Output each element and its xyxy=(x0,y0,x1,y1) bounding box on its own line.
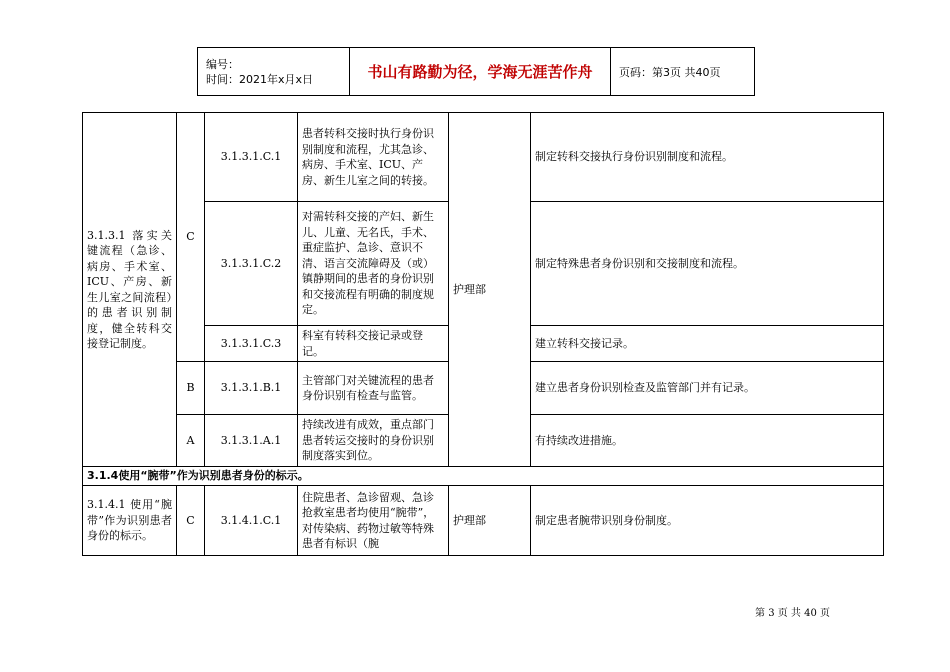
method-cell: 有持续改进措施。 xyxy=(531,415,884,467)
standard-cell: 患者转科交接时执行身份识别制度和流程，尤其急诊、病房、手术室、ICU、产房、新生儿室之间的转接。 xyxy=(298,113,449,202)
standard-cell: 住院患者、急诊留观、急诊抢救室患者均使用“腕带”，对传染病、药物过敏等特殊患者有标识（腕 xyxy=(298,486,449,556)
method-cell: 制定特殊患者身份识别和交接制度和流程。 xyxy=(531,202,884,326)
standard-cell: 持续改进有成效，重点部门患者转运交接时的身份识别制度落实到位。 xyxy=(298,415,449,467)
method-cell: 制定患者腕带识别身份制度。 xyxy=(531,486,884,556)
method-cell: 建立转科交接记录。 xyxy=(531,326,884,362)
standard-cell: 主管部门对关键流程的患者身份识别有检查与监管。 xyxy=(298,362,449,415)
header-motto: 书山有路勤为径，学海无涯苦作舟 xyxy=(350,48,611,96)
code-cell: 3.1.3.1.C.1 xyxy=(205,113,298,202)
code-cell: 3.1.3.1.A.1 xyxy=(205,415,298,467)
table-row xyxy=(83,113,884,202)
section-title: 3.1.4使用“腕带”作为识别患者身份的标示。 xyxy=(83,467,884,486)
code-cell: 3.1.3.1.C.2 xyxy=(205,202,298,326)
table-row xyxy=(83,486,884,556)
item-cell: 3.1.4.1 使用“腕带”作为识别患者身份的标示。 xyxy=(83,486,177,556)
level-cell: A xyxy=(177,415,205,467)
standards-table xyxy=(82,112,884,556)
level-cell: C xyxy=(177,113,205,362)
code-cell: 3.1.3.1.C.3 xyxy=(205,326,298,362)
dept-cell: 护理部 xyxy=(449,113,531,467)
item-cell: 3.1.3.1 落实关键流程（急诊、病房、手术室、ICU、产房、新生儿室之间流程）的患者识别制度，健全转科交接登记制度。 xyxy=(83,113,177,467)
time-label: 时间：2021年x月x日 xyxy=(206,72,314,86)
method-cell: 建立患者身份识别检查及监管部门并有记录。 xyxy=(531,362,884,415)
code-cell: 3.1.4.1.C.1 xyxy=(205,486,298,556)
header-page-info: 页码：第3页 共40页 xyxy=(611,48,755,96)
level-cell: B xyxy=(177,362,205,415)
standard-cell: 对需转科交接的产妇、新生儿、儿童、无名氏，手术、重症监护、急诊、意识不清、语言交流障碍及（或）镇静期间的患者的身份识别和交接流程有明确的制度规定。 xyxy=(298,202,449,326)
page-footer: 第 3 页 共 40 页 xyxy=(755,608,830,619)
standard-cell: 科室有转科交接记录或登记。 xyxy=(298,326,449,362)
header-info xyxy=(198,48,350,96)
dept-cell: 护理部 xyxy=(449,486,531,556)
page-header xyxy=(197,47,755,96)
section-row xyxy=(83,467,884,486)
number-label: 编号： xyxy=(206,57,239,71)
level-cell: C xyxy=(177,486,205,556)
code-cell: 3.1.3.1.B.1 xyxy=(205,362,298,415)
method-cell: 制定转科交接执行身份识别制度和流程。 xyxy=(531,113,884,202)
